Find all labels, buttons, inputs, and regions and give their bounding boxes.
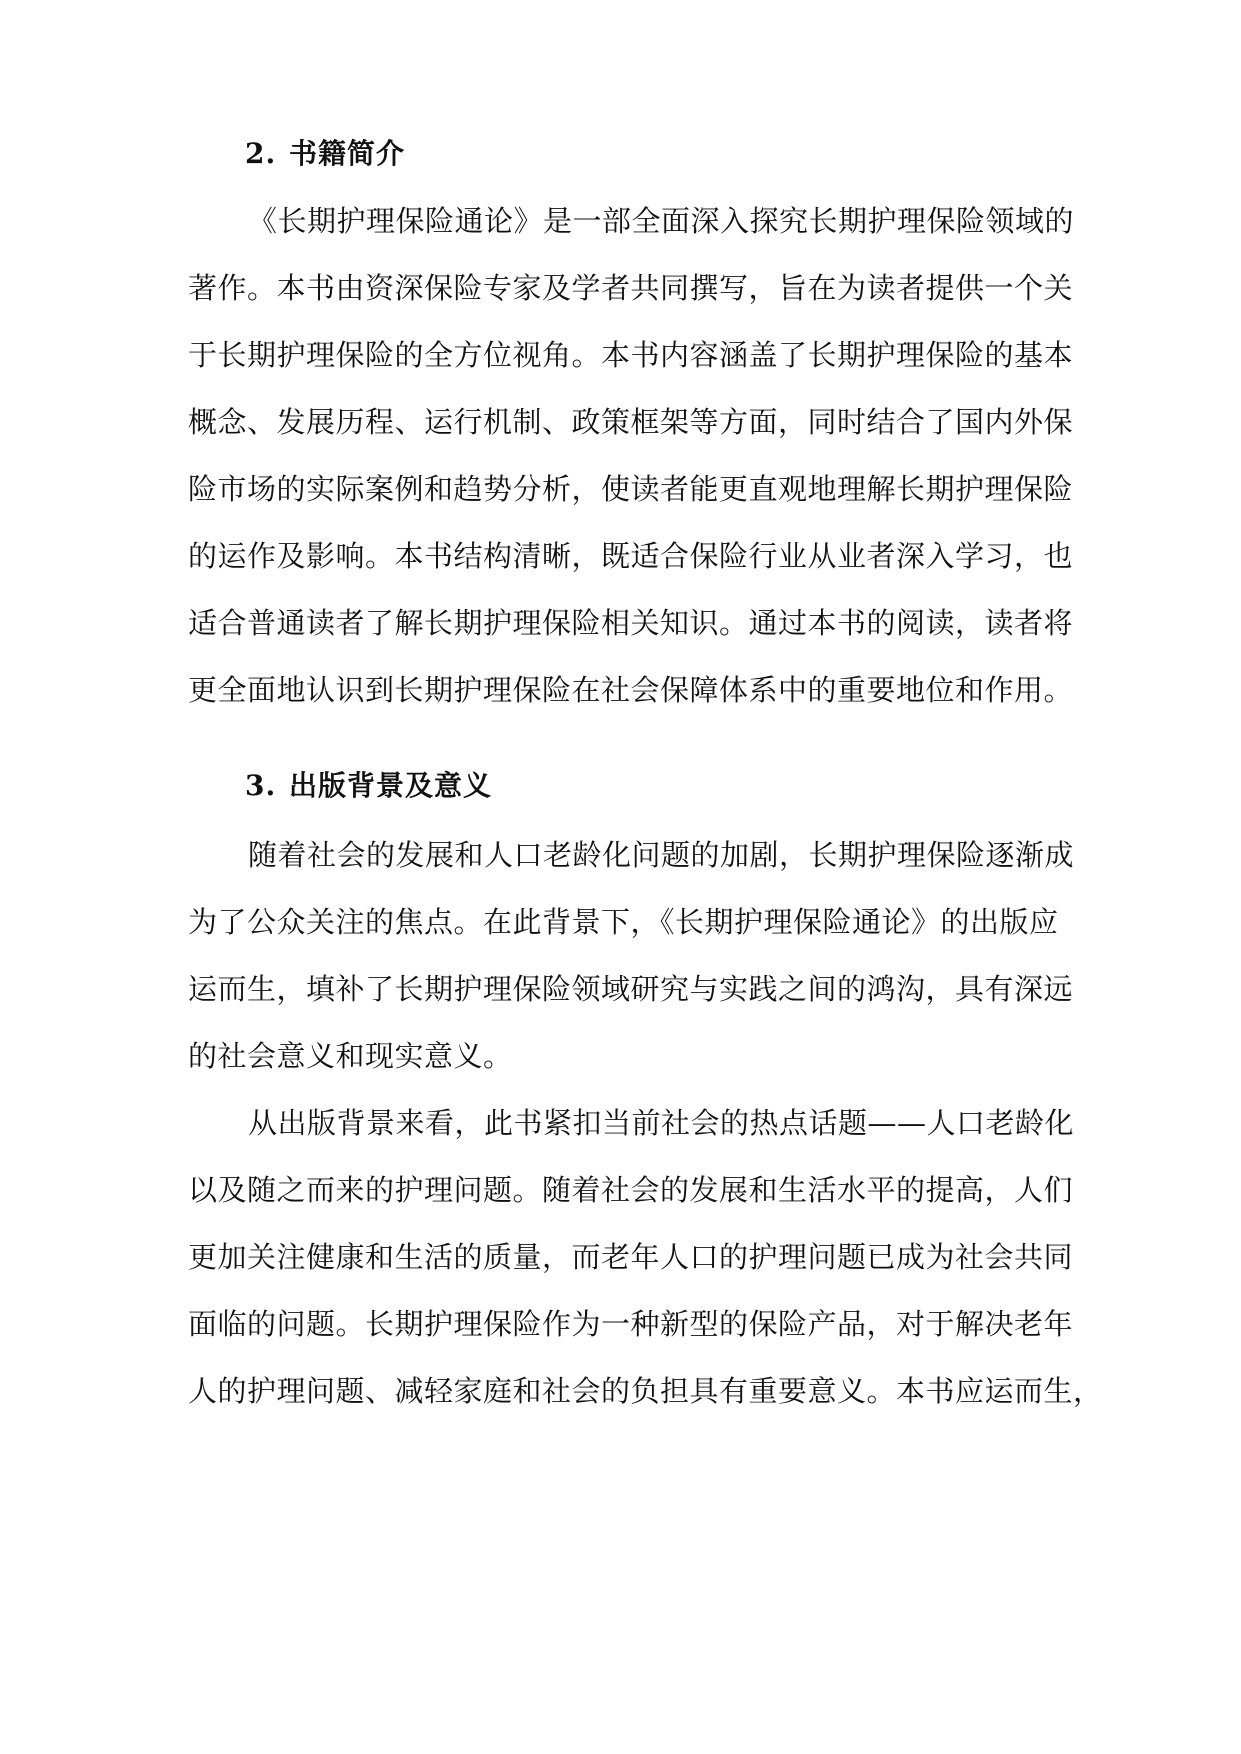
section-3-p2-line: 面临的问题。长期护理保险作为一种新型的保险产品，对于解决老年 (188, 1307, 1074, 1341)
section-2-line: 概念、发展历程、运行机制、政策框架等方面，同时结合了国内外保 (188, 405, 1074, 439)
section-3-p2-line: 从出版背景来看，此书紧扣当前社会的热点话题——人口老龄化 (248, 1106, 1075, 1140)
section-2-heading (245, 134, 405, 174)
section-3-p2-line: 人的护理问题、减轻家庭和社会的负担具有重要意义。本书应运而生， (188, 1374, 1103, 1408)
section-3-p2-line: 以及随之而来的护理问题。随着社会的发展和生活水平的提高，人们 (188, 1173, 1074, 1207)
section-2-line: 更全面地认识到长期护理保险在社会保障体系中的重要地位和作用。 (188, 673, 1074, 707)
section-2-line: 《长期护理保险通论》是一部全面深入探究长期护理保险领域的 (248, 204, 1075, 238)
section-2-line: 险市场的实际案例和趋势分析，使读者能更直观地理解长期护理保险 (188, 472, 1074, 506)
section-2-line: 的运作及影响。本书结构清晰，既适合保险行业从业者深入学习，也 (188, 539, 1074, 573)
section-3-p1-line: 运而生，填补了长期护理保险领域研究与实践之间的鸿沟，具有深远 (188, 972, 1074, 1006)
section-2-title: 书籍简介 (289, 137, 406, 170)
section-2-line: 于长期护理保险的全方位视角。本书内容涵盖了长期护理保险的基本 (188, 338, 1074, 372)
section-3-title: 出版背景及意义 (289, 769, 493, 802)
section-2-number: 2. (245, 137, 277, 170)
section-3-number: 3. (245, 769, 277, 802)
section-2-line: 适合普通读者了解长期护理保险相关知识。通过本书的阅读，读者将 (188, 606, 1074, 640)
section-3-p1-line: 为了公众关注的焦点。在此背景下，《长期护理保险通论》的出版应 (188, 905, 1059, 939)
section-3-p1-line: 的社会意义和现实意义。 (188, 1039, 513, 1073)
section-2-line: 著作。本书由资深保险专家及学者共同撰写，旨在为读者提供一个关 (188, 271, 1074, 305)
section-3-p1-line: 随着社会的发展和人口老龄化问题的加剧，长期护理保险逐渐成 (248, 838, 1075, 872)
section-3-heading (245, 766, 492, 806)
section-3-p2-line: 更加关注健康和生活的质量，而老年人口的护理问题已成为社会共同 (188, 1240, 1074, 1274)
